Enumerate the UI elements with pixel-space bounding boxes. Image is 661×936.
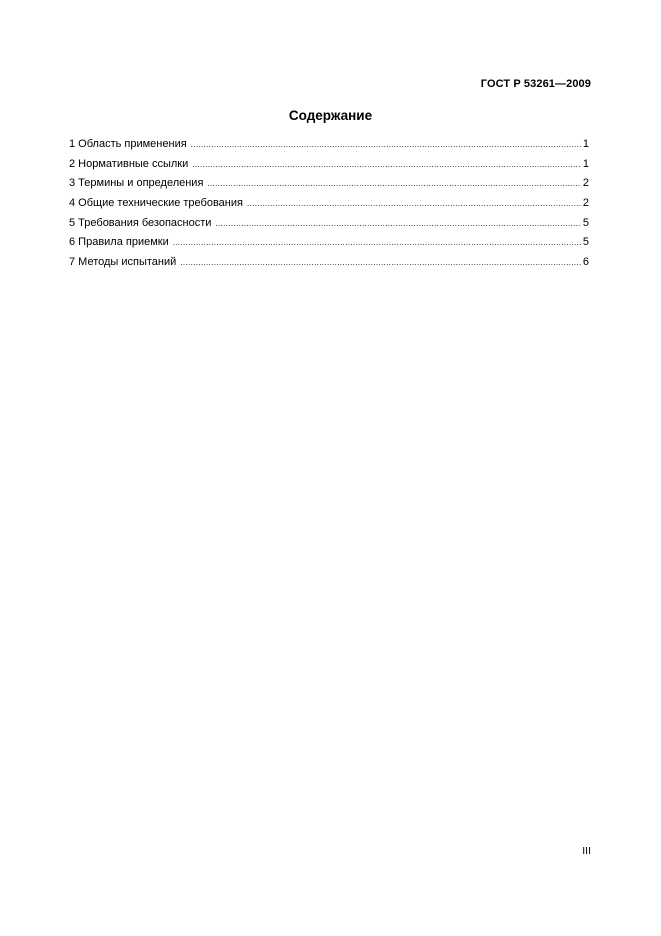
toc-dot-leader (207, 177, 580, 191)
toc-entry-page: 5 (582, 216, 589, 229)
table-of-contents (69, 137, 589, 275)
toc-entry-7[interactable] (69, 255, 589, 275)
toc-entry-label: 3 Термины и определения (69, 177, 204, 190)
toc-entry-1[interactable] (69, 137, 589, 157)
document-standard-id: ГОСТ Р 53261—2009 (480, 78, 591, 90)
toc-entry-label: 1 Область применения (69, 138, 187, 150)
toc-dot-leader (192, 158, 581, 172)
toc-entry-label: 5 Требования безопасности (69, 216, 212, 229)
toc-entry-page: 1 (582, 157, 589, 170)
toc-entry-3[interactable] (69, 176, 589, 196)
toc-entry-page: 2 (582, 177, 589, 190)
toc-entry-page: 6 (582, 256, 589, 269)
toc-dot-leader (247, 197, 581, 211)
toc-dot-leader (180, 256, 581, 270)
toc-entry-label: 2 Нормативные ссылки (69, 157, 189, 170)
toc-entry-label: 6 Правила приемки (69, 236, 169, 249)
toc-entry-2[interactable] (69, 157, 589, 177)
toc-dot-leader (191, 138, 581, 152)
toc-entry-4[interactable] (69, 196, 589, 216)
toc-entry-page: 5 (582, 236, 589, 249)
toc-title: Содержание (288, 108, 373, 123)
toc-entry-5[interactable] (69, 216, 589, 236)
toc-entry-label: 4 Общие технические требования (69, 197, 243, 210)
toc-dot-leader (215, 217, 580, 231)
toc-entry-label: 7 Методы испытаний (69, 256, 177, 269)
page-number: III (582, 845, 591, 857)
toc-entry-6[interactable] (69, 235, 589, 255)
toc-entry-page: 1 (582, 138, 589, 150)
toc-dot-leader (173, 236, 581, 250)
toc-entry-page: 2 (582, 197, 589, 210)
